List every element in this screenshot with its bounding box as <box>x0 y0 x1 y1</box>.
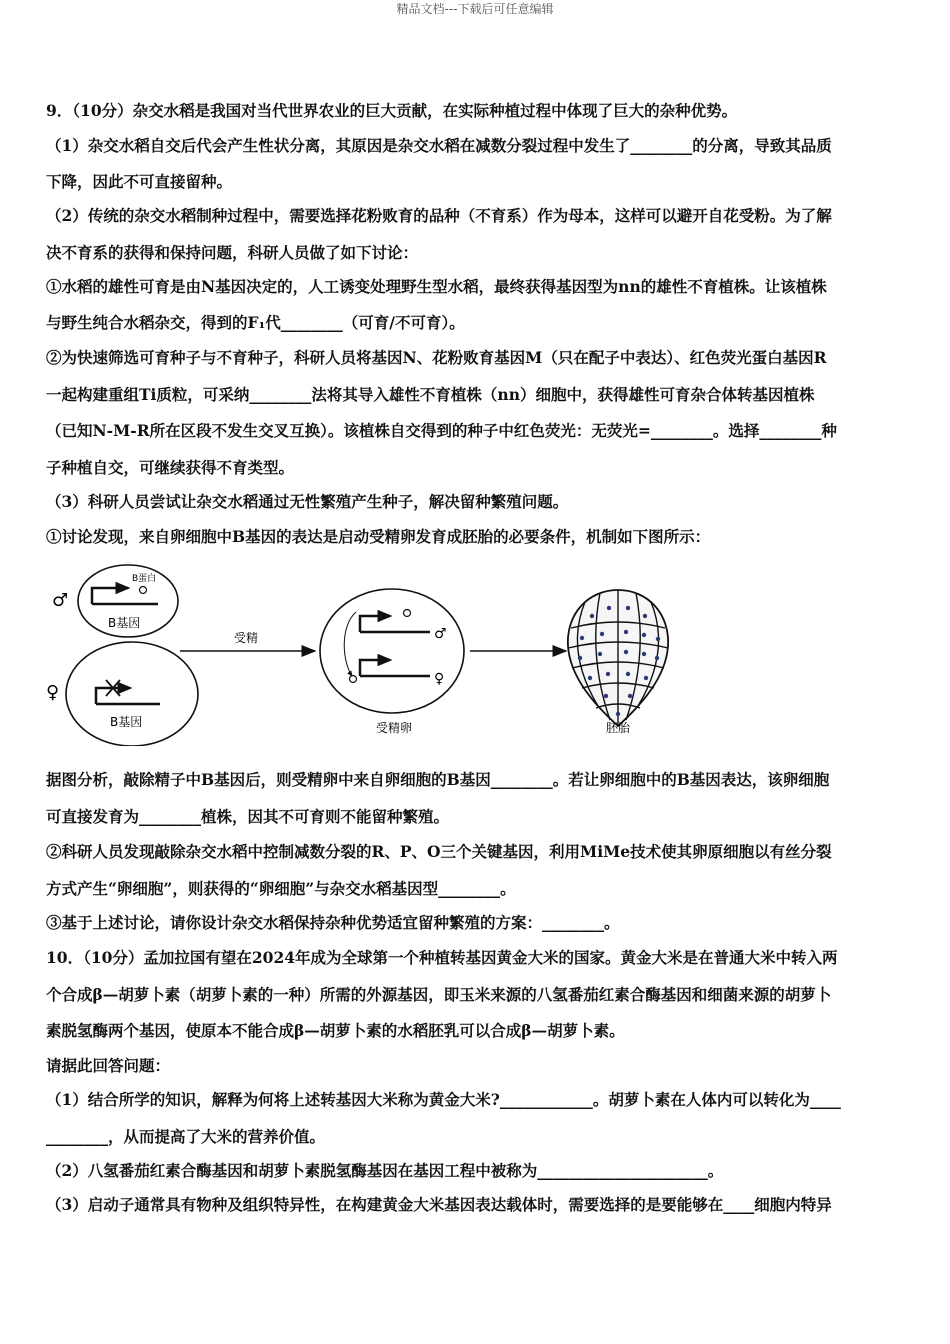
q9-stem: 9．（10分）杂交水稻是我国对当代世界农业的巨大贡献，在实际种植过程中体现了巨大的杂种优势。 <box>46 101 738 120</box>
q9-part3-sub2-line2: 方式产生“卵细胞”，则获得的“卵细胞”与杂交水稻基因型________。 <box>46 879 516 898</box>
q9-part2-sub2-line4: 子种植自交，可继续获得不育类型。 <box>46 458 295 477</box>
zygote-male-gene-icon <box>360 610 430 633</box>
q9-part3-sub3: ③基于上述讨论，请你设计杂交水稻保持杂种优势适宜留种繁殖的方案：________。 <box>46 913 620 932</box>
q9-part2-sub1-line1: ①水稻的雄性可育是由N基因决定的，人工诱变处理野生型水稻，最终获得基因型为nn的雄性不育植株。让该植株 <box>46 277 827 296</box>
embryo-icon <box>568 590 668 726</box>
q10-prompt: 请据此回答问题： <box>46 1056 171 1075</box>
q10-stem-line1: 10．（10分）孟加拉国有望在2024年成为全球第一个种植转基因黄金大米的国家。黄金大米是在普通大米中转入两 <box>46 948 838 967</box>
q10-part2: （2）八氢番茄红素合酶基因和胡萝卜素脱氢酶基因在基因工程中被称为______________________。 <box>46 1161 724 1180</box>
q9-part2-line1: （2）传统的杂交水稻制种过程中，需要选择花粉败育的品种（不育系）作为母本，这样可以避开自花受粉。为了解 <box>46 206 832 225</box>
embryo-label: 胚胎 <box>606 721 631 735</box>
b-protein-label: B蛋白 <box>132 574 157 584</box>
sperm-b-gene-icon <box>92 587 158 605</box>
egg-female-symbol: ♀ <box>46 682 60 703</box>
fertilization-label: 受精 <box>234 631 259 645</box>
egg-cell <box>66 642 198 746</box>
q9-part3-sub1-line2: 可直接发育为________植株，因其不可育则不能留种繁殖。 <box>46 807 450 826</box>
q10-part1-line1: （1）结合所学的知识，解释为何将上述转基因大米称为黄金大米?____________。胡萝卜素在人体内可以转化为____ <box>46 1090 841 1109</box>
protein-action-arrow <box>344 612 356 676</box>
q9-part3-sub1-line1: 据图分析，敲除精子中B基因后，则受精卵中来自卵细胞的B基因________。若让卵细胞中的B基因表达，该卵细胞 <box>46 770 830 789</box>
q9-part2-line2: 决不育系的获得和保持问题，科研人员做了如下讨论： <box>46 243 419 262</box>
q9-part2-sub2-line2: 一起构建重组Ti质粒，可采纳________法将其导入雄性不育植株（nn）细胞中，获得雄性可育杂合体转基因植株 <box>46 385 815 404</box>
egg-b-gene-label: B基因 <box>110 715 143 729</box>
zygote-female-gene-icon <box>350 660 431 683</box>
page-header: 精品文档---下载后可任意编辑 <box>396 2 554 16</box>
q9-part2-sub2-line3: （已知N-M-R所在区段不发生交叉互换）。该植株自交得到的种子中红色荧光：无荧光=________。选择________种 <box>46 421 837 440</box>
q9-part1-line1: （1）杂交水稻自交后代会产生性状分离，其原因是杂交水稻在减数分裂过程中发生了________的分离，导致其品质 <box>46 136 832 155</box>
egg-b-gene-icon <box>96 680 160 704</box>
q9-part2-sub1-line2: 与野生纯合水稻杂交，得到的F₁代________（可育/不可育）。 <box>46 313 465 332</box>
q9-part2-sub2-line1: ②为快速筛选可育种子与不育种子，科研人员将基因N、花粉败育基因M（只在配子中表达）、红色荧光蛋白基因R <box>46 348 827 367</box>
q10-stem-line2: 个合成β—胡萝卜素（胡萝卜素的一种）所需的外源基因，即玉米来源的八氢番茄红素合酶基因和细菌来源的胡萝卜 <box>46 985 832 1004</box>
zygote-label: 受精卵 <box>376 721 413 735</box>
zygote-female-symbol: ♀ <box>434 671 445 687</box>
q9-part1-line2: 下降，因此不可直接留种。 <box>46 172 233 191</box>
q9-part3-sub1-intro: ①讨论发现，来自卵细胞中B基因的表达是启动受精卵发育成胚胎的必要条件，机制如下图所示： <box>46 527 711 546</box>
sperm-male-symbol: ♂ <box>52 590 69 611</box>
q10-stem-line3: 素脱氢酶两个基因，使原本不能合成β—胡萝卜素的水稻胚乳可以合成β—胡萝卜素。 <box>46 1021 625 1040</box>
q10-part1-line2: ________，从而提高了大米的营养价值。 <box>46 1127 326 1146</box>
zygote-male-symbol: ♂ <box>434 626 447 642</box>
zygote-cell <box>320 589 464 713</box>
q9-part3-sub2-line1: ②科研人员发现敲除杂交水稻中控制减数分裂的R、P、O三个关键基因，利用MiMe技术使其卵原细胞以有丝分裂 <box>46 842 832 861</box>
sperm-b-gene-label: B基因 <box>108 616 141 630</box>
fertilization-diagram <box>40 556 680 746</box>
q9-part3-line1: （3）科研人员尝试让杂交水稻通过无性繁殖产生种子，解决留种繁殖问题。 <box>46 492 569 511</box>
q10-part3: （3）启动子通常具有物种及组织特异性，在构建黄金大米基因表达载体时，需要选择的是要能够在____细胞内特异 <box>46 1195 832 1214</box>
